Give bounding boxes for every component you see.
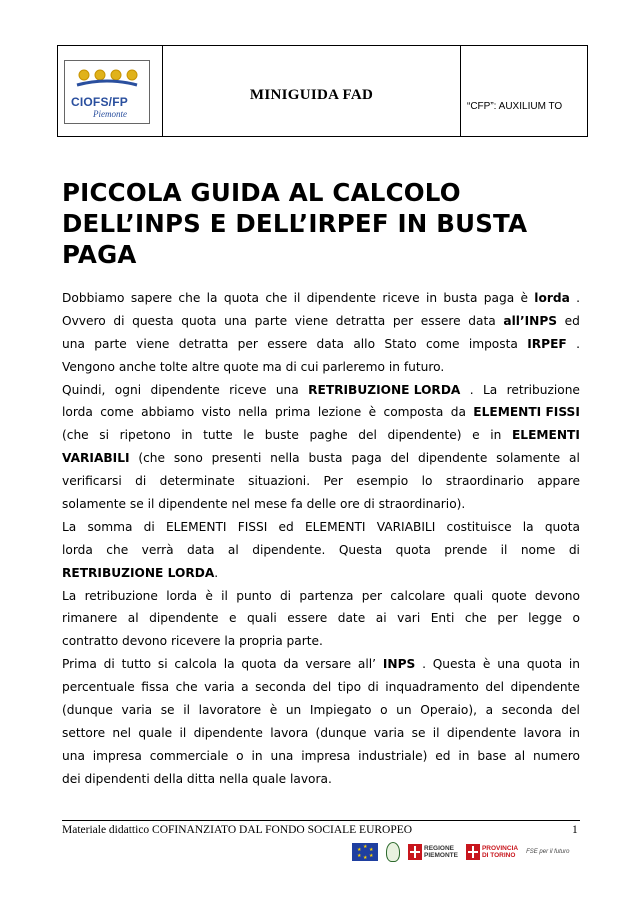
bold-term: all’INPS [503,313,558,328]
word: lavoratore [198,703,262,718]
eu-flag-icon: ★ ★ ★ ★ ★ ★ [352,843,378,861]
word: parte [94,336,127,351]
word: solamente [496,451,561,466]
word: riceve [382,291,420,305]
word: lorda [166,588,198,603]
word: che [464,611,487,626]
word: tutto [121,657,152,672]
word: Stato [384,336,417,351]
word: che [175,680,198,695]
word: del [312,680,332,695]
word: tutte [203,428,233,443]
word: di [568,542,580,557]
word: quota [526,657,563,672]
word: dipendente [193,725,263,740]
word: in [425,291,438,305]
word: nella [238,405,268,420]
word: Impiegato [309,703,372,718]
word: quote [491,588,527,603]
bold-term: RETRIBUZIONE LORDA [62,565,215,580]
word: da [283,657,299,672]
word: è [205,588,213,603]
word: è [482,657,491,672]
title-line: DELL’INPS E DELL’IRPEF IN BUSTA [62,209,528,238]
bold-term: lorda [534,291,570,305]
header-cfp-cell [461,46,587,136]
word: seconda [255,680,307,695]
word: verificarsi [62,474,122,489]
word: base [477,748,507,763]
word: e [228,611,237,626]
word: vari [397,611,421,626]
word: di [135,474,147,489]
word: di [113,313,125,328]
word: busta [443,291,478,305]
word: si [157,657,168,672]
word: varia [373,725,405,740]
word: e [472,428,480,443]
word: dipendente [150,382,220,397]
word: che [106,542,129,557]
word: busta [308,451,343,466]
word: (dunque [315,725,367,740]
word: viene [294,313,329,328]
body-line [62,539,580,562]
logo-rings-icon [75,67,139,89]
word: che [265,291,288,305]
word: di [143,519,155,534]
regione-line2: PIEMONTE [424,852,458,859]
word: La [62,519,77,534]
header-title-cell [163,46,461,136]
word: o [380,703,388,718]
body-line [62,722,580,745]
word: all’ [357,657,377,672]
word: ELEMENTI [165,519,227,534]
word: straordinario [445,474,524,489]
bold-term: ELEMENTI FISSI [473,405,580,420]
body-line [62,333,580,356]
word: la [206,291,218,305]
word: il [432,725,440,740]
word: Per [323,474,343,489]
word: essere [420,313,461,328]
word: (che [62,428,89,443]
word: punto [236,588,272,603]
word: del [485,680,504,695]
word: . [576,336,580,351]
word: Quindi, [62,382,106,397]
word: nome [520,542,556,557]
word: prende [444,542,488,557]
word: in [568,657,580,672]
word: dipendente [149,611,219,626]
word: di [103,657,115,672]
word: partenza [299,588,354,603]
word: in [251,748,263,763]
word: il [500,542,508,557]
body-line [62,630,580,653]
word: paga [483,291,515,305]
body-line [62,493,580,516]
body-line [62,401,580,424]
body-line [62,676,580,699]
bold-term: INPS [382,657,416,672]
word: quota [544,519,580,534]
word: al [514,748,526,763]
word: Operaio), [420,703,478,718]
word: che [178,291,201,305]
word: a [241,680,249,695]
word: lavora [270,725,309,740]
word: presenti [211,451,262,466]
body-line [62,745,580,768]
word: esempio [356,474,409,489]
word: sono [173,451,203,466]
word: allo [353,336,376,351]
word: del [390,451,410,466]
word: quali [453,588,484,603]
word: viene [136,336,170,351]
word: legge [528,611,562,626]
word: dipendente [510,680,580,695]
body-line [62,516,580,539]
word: detratta [335,313,386,328]
provincia-torino-logo [466,844,518,860]
word: come [425,336,460,351]
word: ELEMENTI [304,519,366,534]
word: lo [421,474,433,489]
word: da [450,405,466,420]
word: ed [435,748,451,763]
word: imposta [468,336,518,351]
word: sapere [130,291,173,305]
word: quali [247,611,277,626]
word: paghe [309,428,348,443]
bold-term: RETRIBUZIONE LORDA [308,382,461,397]
word: ai [375,611,387,626]
word: quale [138,725,173,740]
word: lezione [317,405,362,420]
word: questa [132,313,174,328]
word: commerciale [149,748,229,763]
word: buste [264,428,299,443]
word: (che [138,451,166,466]
word: di [367,680,379,695]
word: . [214,565,219,580]
word: un [285,703,302,718]
word: una [224,313,247,328]
word: . [469,382,474,397]
body-line [62,424,580,447]
word: essere [287,611,328,626]
word: FISSI [237,519,268,534]
logo-text: CIOFS/FP [71,95,128,109]
word: composta [383,405,444,420]
word: percentuale [62,680,135,695]
header-table [57,45,588,137]
word: Questa [338,542,383,557]
word: dipendente [418,451,488,466]
word: ogni [114,382,142,397]
word: riceve [229,382,267,397]
word: settore [62,725,106,740]
word: la [223,657,235,672]
page-number: 1 [572,824,578,836]
word: del [358,428,377,443]
word: una [275,382,299,397]
word: inquadramento [385,680,479,695]
bold-term: IRPEF [527,336,567,351]
word: solamente se il dipendente nel mese fa delle ore di straordinario). [62,497,466,512]
word: lorda [62,405,93,420]
word: appare [537,474,580,489]
word: date [337,611,366,626]
word: retribuzione [84,588,158,603]
body-line [62,379,580,402]
word: Ovvero [62,313,106,328]
word: il [179,725,187,740]
word: per [392,313,414,328]
bold-term: ELEMENTI [511,428,580,443]
word: varia [204,680,235,695]
word: lorda [62,542,93,557]
word: è [269,703,278,718]
word: . [422,657,426,672]
word: quota [223,291,260,305]
word: dipendente. [252,542,326,557]
word: quota [241,657,277,672]
italian-republic-emblem-icon [386,842,400,862]
word: essere [267,336,308,351]
word: nel [112,725,132,740]
word: devono [534,588,580,603]
regione-shield-icon [408,844,422,860]
word: paga [351,451,382,466]
body-line [62,562,580,585]
word: si [99,428,110,443]
word: retribuzione [506,382,580,397]
word: Questa [432,657,477,672]
word: data [468,313,496,328]
word: il [183,703,190,718]
word: industriale) [358,748,428,763]
bold-term: VARIABILI [62,451,130,466]
word: un [396,703,412,718]
word: o [236,748,244,763]
word: dei dipendenti della ditta nella quale lavora. [62,771,332,786]
word: contratto devono ricevere la propria parte. [62,634,323,649]
header-cfp: “CFP”: AUXILIUM TO [467,101,563,112]
footer-divider [62,820,580,821]
word: rimanere [62,611,118,626]
word: come [100,405,134,420]
word: La [482,382,498,397]
word: ripetono [119,428,171,443]
word: in [490,428,502,443]
word: la [522,519,534,534]
provincia-shield-icon [466,844,480,860]
word: varia [121,703,153,718]
word: calcola [174,657,217,672]
word: una [62,336,85,351]
word: parte [254,313,288,328]
word: per [237,336,258,351]
word: ed [278,519,294,534]
word: per [497,611,518,626]
body-line [62,768,580,791]
regione-piemonte-logo [408,844,458,860]
word: a [485,703,494,718]
body-line [62,470,580,493]
word: situazioni. [248,474,311,489]
word: in [568,725,580,740]
word: al [569,451,580,466]
footer-logos [352,840,569,864]
word: Enti [430,611,455,626]
body-line [62,447,580,470]
word: numero [532,748,580,763]
word: quota [181,313,217,328]
word: il [221,588,228,603]
word: impresa [92,748,142,763]
word: in [181,428,193,443]
word: una [62,748,85,763]
body-line [62,585,580,608]
word: Dobbiamo [62,291,125,305]
regione-line1: REGIONE [424,845,454,852]
word: una [497,657,521,672]
provincia-line1: PROVINCIA [481,845,519,852]
word: lavora [523,725,562,740]
word: nella [270,451,300,466]
word: (dunque [62,703,113,718]
word: visto [201,405,231,420]
body-line [62,356,580,379]
footer-text: Materiale didattico COFINANZIATO DAL FONDO SOCIALE EUROPEO [62,824,413,836]
document-title [62,177,602,270]
word: le [243,428,255,443]
word: data [187,542,215,557]
word: detratta [178,336,229,351]
body-line [62,653,580,676]
word: VARIABILI [376,519,436,534]
header-logo-cell [58,46,163,136]
word: abbiamo [141,405,195,420]
word: per [361,588,382,603]
word: tipo [337,680,362,695]
word: dipendente) [387,428,462,443]
provincia-line2: DI TORINO [481,852,516,859]
word: seconda [501,703,553,718]
word: è [368,405,377,420]
body-line [62,287,580,310]
word: quota [395,542,431,557]
word: fissa [141,680,170,695]
word: o [572,611,580,626]
word: prima [275,405,311,420]
word: determinate [159,474,235,489]
word: se [411,725,426,740]
fse-logo-text: FSE per il futuro [526,849,570,855]
word: è [520,291,528,305]
word: Vengono anche tolte altre quote ma di cui parleremo in futuro. [62,359,445,374]
word: versare [305,657,352,672]
body-line [62,607,580,630]
ciofs-logo [64,60,150,124]
word: dipendente [446,725,517,740]
word: ed [564,313,580,328]
word: impresa [301,748,351,763]
word: calcolare [390,588,446,603]
title-line: PICCOLA GUIDA AL CALCOLO [62,178,461,207]
word: dipendente [306,291,376,305]
header-title: MINIGUIDA FAD [249,87,374,103]
body-line [62,310,580,333]
word: il [293,291,301,305]
word: al [227,542,239,557]
title-line: PAGA [62,240,137,269]
body-line [62,699,580,722]
word: somma [87,519,133,534]
word: del [561,703,580,718]
word: in [458,748,470,763]
word: di [279,588,292,603]
word: La [62,588,77,603]
logo-subtext: Piemonte [93,109,127,119]
word: verrà [141,542,174,557]
word: una [270,748,294,763]
word: se [160,703,175,718]
word: Prima [62,657,97,672]
word: . [576,291,580,305]
word: costituisce [446,519,512,534]
word: al [127,611,139,626]
body-text [62,287,580,791]
word: data [316,336,344,351]
